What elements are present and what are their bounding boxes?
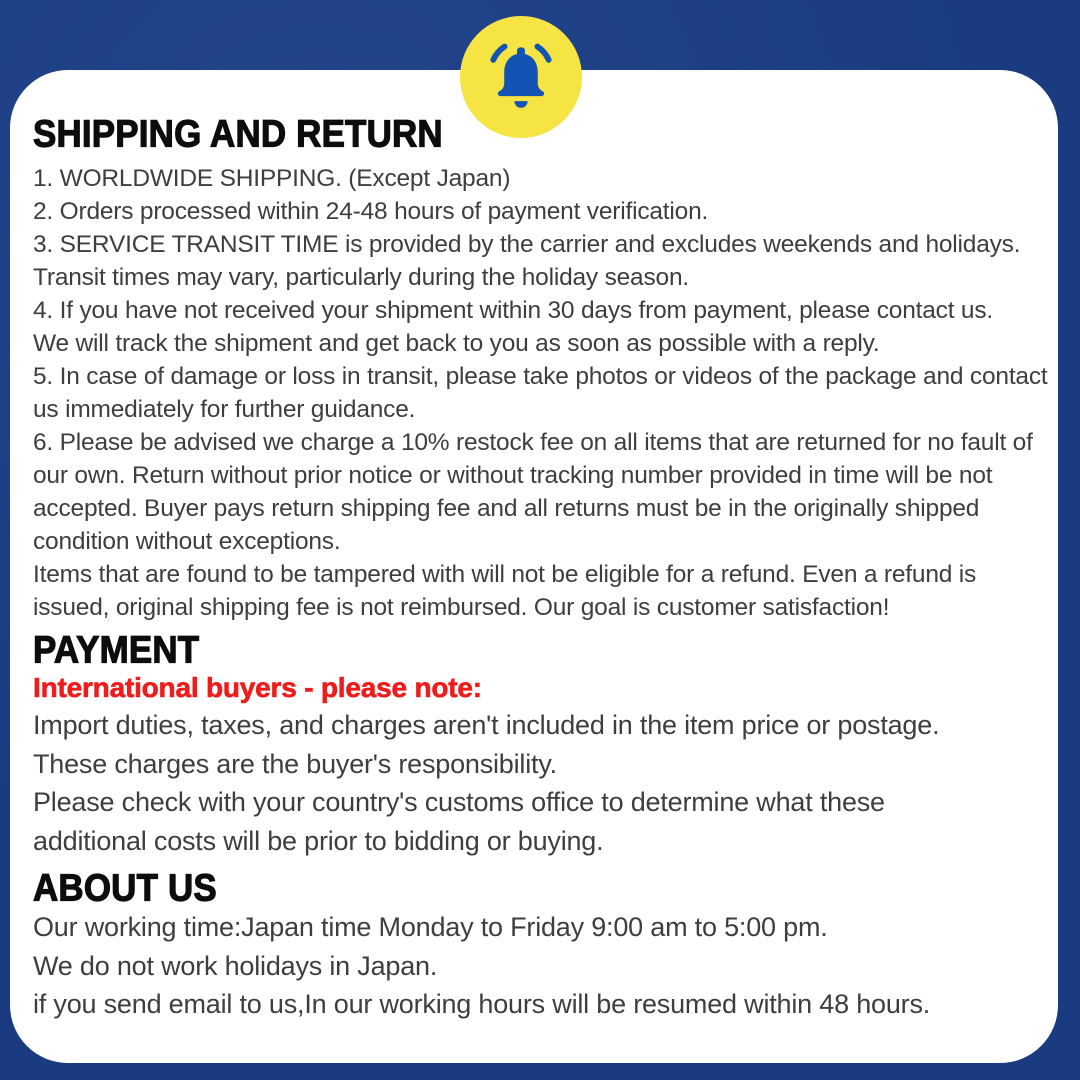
bell-ring-left	[493, 47, 504, 60]
about-section-title: ABOUT US	[33, 865, 217, 910]
about-line: We do not work holidays in Japan.	[33, 950, 438, 981]
shipping-line: Items that are found to be tampered with will not be eligible for a refund. Even a refund is	[33, 561, 977, 588]
payment-section-title: PAYMENT	[33, 627, 200, 672]
shipping-line: 2. Orders processed within 24-48 hours of payment verification.	[33, 198, 709, 225]
shipping-line: 5. In case of damage or loss in transit, please take photos or videos of the package and contact	[33, 363, 1048, 390]
shipping-line: 3. SERVICE TRANSIT TIME is provided by the carrier and excludes weekends and holidays.	[33, 231, 1021, 258]
payment-line: Please check with your country's customs office to determine what these	[33, 787, 885, 817]
payment-line: additional costs will be prior to bidding or buying.	[33, 825, 604, 856]
bell-body	[498, 54, 544, 97]
shipping-line: our own. Return without prior notice or without tracking number provided in time will be not	[33, 462, 993, 489]
shipping-line: issued, original shipping fee is not reimbursed. Our goal is customer satisfaction!	[33, 594, 890, 621]
shipping-line: Transit times may vary, particularly during the holiday season.	[33, 264, 689, 291]
shipping-line: condition without exceptions.	[33, 528, 341, 555]
international-buyers-note: International buyers - please note:	[33, 672, 482, 703]
shipping-line: 4. If you have not received your shipment within 30 days from payment, please contact us.	[33, 297, 993, 324]
payment-line: These charges are the buyer's responsibility.	[33, 748, 557, 779]
shipping-line: 6. Please be advised we charge a 10% restock fee on all items that are returned for no fault of	[33, 429, 1033, 456]
shipping-line: accepted. Buyer pays return shipping fee and all returns must be in the originally shipped	[33, 495, 980, 522]
shipping-section-title: SHIPPING AND RETURN	[33, 111, 443, 156]
policy-card	[10, 70, 1058, 1063]
about-line: if you send email to us,In our working hours will be resumed within 48 hours.	[33, 989, 931, 1019]
shipping-line: 1. WORLDWIDE SHIPPING. (Except Japan)	[33, 165, 511, 192]
shipping-line: us immediately for further guidance.	[33, 396, 416, 423]
payment-policy-text	[33, 706, 1038, 860]
about-us-text	[33, 908, 1038, 1024]
notification-badge	[460, 16, 582, 138]
bell-icon	[482, 38, 560, 116]
bell-ring-right	[537, 47, 548, 60]
about-line: Our working time:Japan time Monday to Friday 9:00 am to 5:00 pm.	[33, 912, 828, 942]
payment-line: Import duties, taxes, and charges aren't included in the item price or postage.	[33, 710, 940, 740]
shipping-policy-text	[33, 162, 1048, 624]
shipping-line: We will track the shipment and get back to you as soon as possible with a reply.	[33, 330, 880, 357]
section-shipping-and-return	[33, 111, 1048, 624]
bell-clapper	[514, 101, 527, 108]
section-payment	[33, 627, 1038, 860]
section-about-us	[33, 865, 1038, 1024]
